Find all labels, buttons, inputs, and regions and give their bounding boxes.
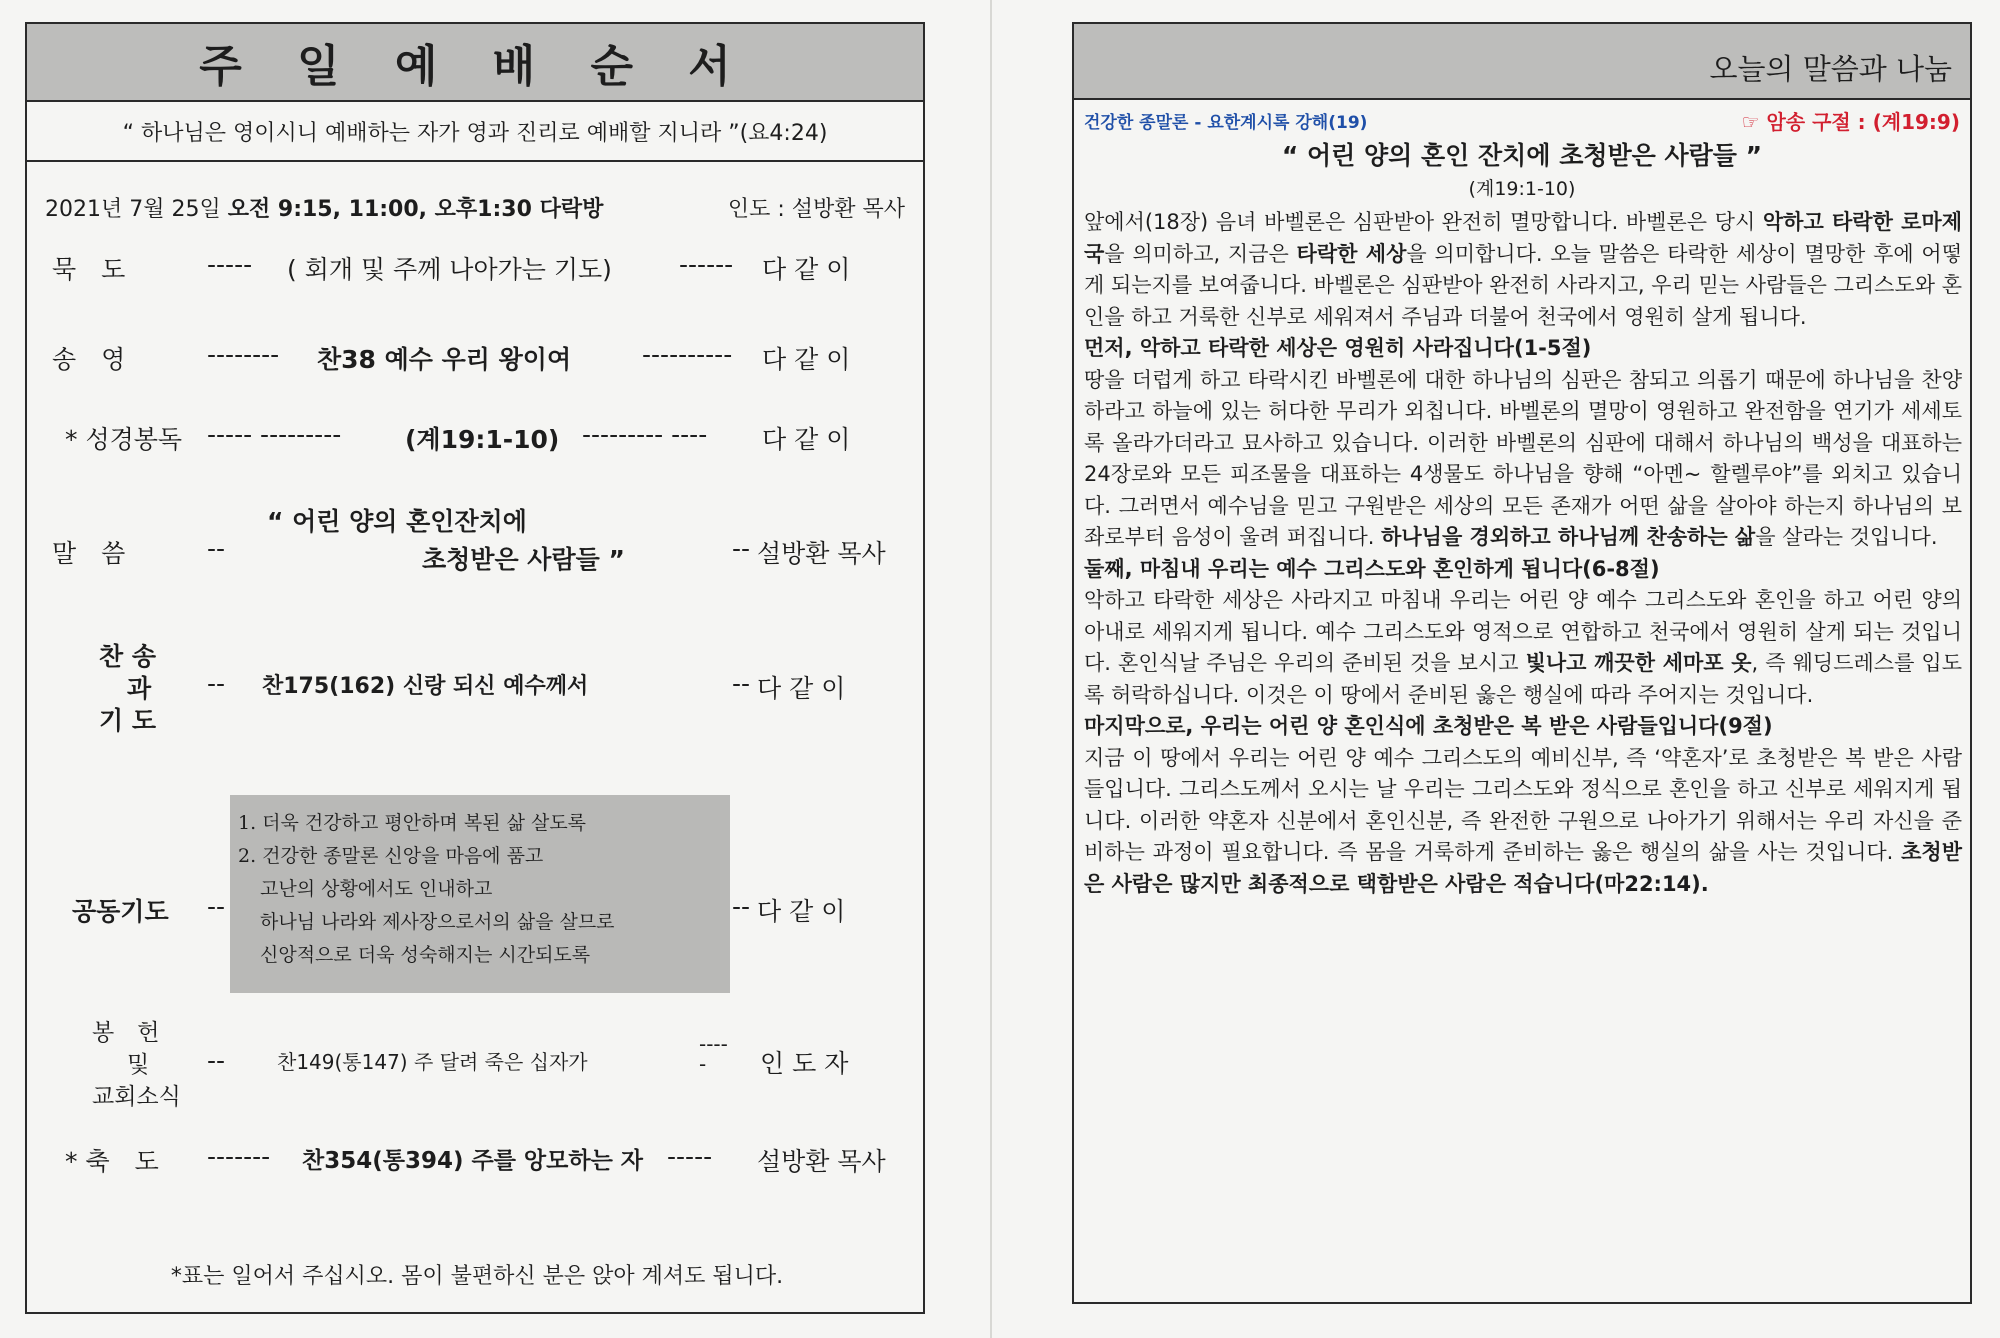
- service-info-line: [45, 192, 905, 223]
- order-dash: --: [732, 669, 751, 698]
- order-performer: 다 같 이: [762, 255, 851, 284]
- sermon-title-line1: “ 어린 양의 혼인잔치에: [267, 507, 527, 536]
- emphasis-run: 빛나고 깨끗한 세마포 옷: [1525, 651, 1752, 675]
- order-content: ( 회개 및 주께 나아가는 기도): [287, 255, 612, 284]
- order-dash: --: [207, 1046, 226, 1075]
- order-dash: --------- ----: [582, 420, 708, 449]
- paragraph-section-3: [1084, 743, 1962, 901]
- order-label: * 성경봉독: [65, 425, 183, 454]
- order-label: 묵 도: [52, 255, 126, 284]
- order-dash: ----- ---------: [207, 420, 342, 449]
- order-dash: --: [207, 892, 226, 921]
- prayer-line: 고난의 상황에서도 인내하고: [260, 878, 493, 900]
- order-dash: ------: [679, 250, 734, 279]
- order-content: (계19:1-10): [405, 425, 560, 454]
- sermon-reference: (계19:1-10): [1468, 178, 1576, 200]
- emphasis-run: 초청받은 사람은 많지만 최종적으로 택함받은 사람은 적습니다(마22:14).: [1084, 840, 1962, 896]
- order-performer: 다 같 이: [757, 897, 846, 926]
- text-run: 을 살라는 것입니다.: [1755, 525, 1938, 549]
- emphasis-run: 타락한 세상: [1296, 241, 1407, 266]
- worship-order-body: [27, 162, 923, 1312]
- order-dash: -------: [207, 1142, 271, 1171]
- order-dash-line1: ----: [699, 1032, 728, 1056]
- order-performer: 다 같 이: [762, 345, 851, 374]
- sermon-header: 오늘의 말씀과 나눔: [1074, 24, 1970, 100]
- order-label: * 축 도: [65, 1147, 159, 1176]
- order-dash: -----: [667, 1142, 713, 1171]
- order-dash: --: [732, 892, 751, 921]
- emphasis-run: 하나님을 경외하고 하나님께 찬송하는 삶: [1381, 525, 1756, 549]
- prayer-line: 신앙적으로 더욱 성숙해지는 시간되도록: [260, 944, 591, 966]
- worship-verse: “ 하나님은 영이시니 예배하는 자가 영과 진리로 예배할 지니라 ”(요4:24): [27, 102, 923, 162]
- order-label-line1: 찬 송: [99, 642, 157, 671]
- order-dash: ----------: [642, 340, 733, 369]
- prayer-line: 1. 더욱 건강하고 평안하며 복된 삶 살도록: [238, 812, 587, 834]
- memory-verse: ☞ 암송 구절 : (계19:9): [1741, 109, 1960, 134]
- service-date-times: [45, 192, 603, 223]
- sermon-frame: [1072, 22, 1972, 1304]
- order-dash-line2: -: [699, 1052, 707, 1076]
- order-content: 찬38 예수 우리 왕이여: [317, 345, 572, 374]
- standing-note: *표는 일어서 주십시오. 몸이 불편하신 분은 앉아 계셔도 됩니다.: [170, 1264, 784, 1289]
- prayer-line: 하나님 나라와 제사장으로서의 삶을 살므로: [260, 911, 615, 933]
- order-performer: 다 같 이: [757, 674, 846, 703]
- text-run: 땅을 더럽게 하고 타락시킨 바벨론에 대한 하나님의 심판은 참되고 의롭기 때문에 하나님을 찬양하라고 하늘에 있는 허다한 무리가 외칩니다. 바벨론의 멸망이 영원하고 완전함을 연기가 세세토록 올라가더라고 묘사하고 있습니다. 이러한 바벨론의 심판에 대해서 하나님의 백성을 대표하는 24장로와 모든 피조물을 대표하는 4생물도 하나님을 향해 “아멘~ 할렐루야”를 외치고 있습니다. 그러면서 예수님을 믿고 구원받은 세상의 모든 존재가 어떤 삶을 살아야 하는지 하나님의 보좌로부터 음성이 울려 퍼집니다.: [1084, 367, 1962, 549]
- service-leader: 인도 : 설방환 목사: [727, 197, 905, 222]
- sermon-content: [1074, 207, 1970, 900]
- section-heading-1: 먼저, 악하고 타락한 세상은 영원히 사라집니다(1-5절): [1084, 336, 1592, 360]
- sermon-title: “ 어린 양의 혼인 잔치에 초청받은 사람들 ”: [1281, 141, 1763, 170]
- order-label-line3: 교회소식: [92, 1084, 181, 1110]
- order-dash: --: [207, 534, 226, 563]
- prayer-line: 2. 건강한 종말론 신앙을 마음에 품고: [238, 845, 544, 867]
- service-times: 오전 9:15, 11:00, 오후1:30 다락방: [227, 197, 604, 222]
- order-performer: 설방환 목사: [757, 1147, 886, 1176]
- order-dash: --: [732, 534, 751, 563]
- order-content: 찬149(통147) 주 달려 죽은 십자가: [277, 1050, 588, 1074]
- order-label: 말 씀: [52, 539, 126, 568]
- order-performer: 인 도 자: [760, 1049, 849, 1078]
- text-run: 을 의미하고, 지금은: [1104, 241, 1297, 266]
- order-performer: 다 같 이: [762, 425, 851, 454]
- text-run: 앞에서(18장) 음녀 바벨론은 심판받아 완전히 멸망합니다. 바벨론은 당시: [1084, 210, 1763, 234]
- paragraph-section-1: [1084, 365, 1962, 554]
- order-content: 찬354(통394) 주를 앙모하는 자: [302, 1148, 644, 1174]
- order-label-line1: 봉 헌: [92, 1020, 160, 1046]
- right-page: [990, 0, 2000, 1338]
- text-run: 을 의미합니다. 오늘 말씀은 타락한 세상이 멸망한 후에 어떻게 되는지를 보여줍니다. 바벨론은 심판받아 완전히 사라지고, 우리 믿는 사람들은 그리스도와 혼인을 하고 거룩한 신부로 세워져서 주님과 더불어 천국에서 영원히 살게 됩니다.: [1084, 241, 1962, 329]
- worship-order-frame: [25, 22, 925, 1314]
- service-date: 2021년 7월 25일: [45, 197, 221, 222]
- worship-order-title: 주 일 예 배 순 서: [27, 24, 923, 102]
- order-dash: --------: [207, 340, 280, 369]
- text-run: 악하고 타락한 세상은 사라지고 마침내 우리는 어린 양 예수 그리스도와 혼인을 하고 어린 양의 아내로 세워지게 됩니다. 예수 그리스도와 영적으로 연합하고 천국에서 영원히 살게 되는 것입니다. 혼인식날 주님은 우리의 준비된 것을 보시고: [1084, 588, 1962, 675]
- order-content: 찬175(162) 신랑 되신 예수께서: [262, 674, 589, 699]
- emphasis-run: 악하고 타락한 로마제국: [1084, 210, 1962, 266]
- section-heading-3: 마지막으로, 우리는 어린 양 혼인식에 초청받은 복 받은 사람들입니다(9절): [1084, 714, 1773, 738]
- section-heading-2: 둘째, 마침내 우리는 예수 그리스도와 혼인하게 됩니다(6-8절): [1084, 556, 1660, 581]
- left-page: [0, 0, 990, 1338]
- sermon-series: 건강한 종말론 - 요한계시록 강해(19): [1084, 112, 1368, 133]
- sermon-subline: [1074, 100, 1970, 134]
- order-label: 공동기도: [72, 897, 169, 926]
- common-prayer-box: [230, 795, 730, 993]
- order-label-line2: 과: [127, 674, 152, 703]
- order-dash: -----: [207, 250, 253, 279]
- order-label-line3: 기 도: [99, 706, 157, 735]
- order-dash: --: [207, 669, 226, 698]
- text-run: 지금 이 땅에서 우리는 어린 양 예수 그리스도의 예비신부, 즉 ‘약혼자’로 초청받은 복 받은 사람들입니다. 그리스도께서 오시는 날 우리는 그리스도와 정식으로 혼인을 하고 신부로 세워지게 됩니다. 이러한 약혼자 신분에서 혼인신분, 즉 완전한 구원으로 나아가기 위해서는 우리 자신을 준비하는 과정이 필요합니다. 즉 몸을 거룩하게 준비하는 옳은 행실의 삶을 사는 것입니다.: [1084, 745, 1962, 864]
- order-label: 송 영: [52, 345, 126, 374]
- order-label-line2: 및: [127, 1052, 150, 1078]
- paragraph-section-2: [1084, 585, 1962, 711]
- text-run: , 즉 웨딩드레스를 입도록 허락하십니다. 이것은 이 땅에서 준비된 옳은 행실에 따라 주어지는 것입니다.: [1084, 651, 1962, 707]
- order-performer: 설방환 목사: [757, 539, 886, 568]
- paragraph-intro: [1084, 207, 1962, 333]
- sermon-title-line2: 초청받은 사람들 ”: [422, 545, 625, 574]
